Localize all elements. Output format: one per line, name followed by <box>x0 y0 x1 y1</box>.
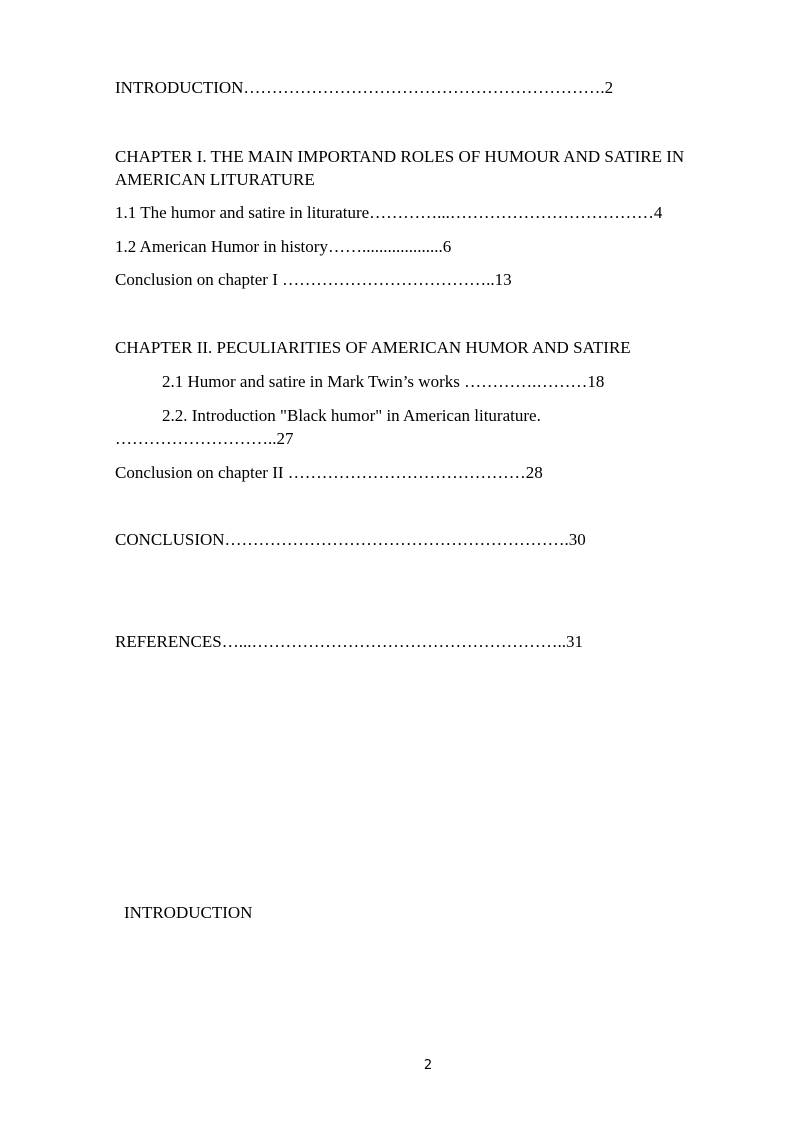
toc-chapter-1-conclusion: Conclusion on chapter I ………………………………..13 <box>115 270 512 289</box>
toc-conclusion: CONCLUSION…………………………………………………….30 <box>115 530 586 549</box>
toc-section-1-1: 1.1 The humor and satire in liturature…………...………………………………4 <box>115 203 663 222</box>
toc-section-1-2: 1.2 American Humor in history……...................6 <box>115 237 452 256</box>
toc-introduction: INTRODUCTION……………………………………………………….2 <box>115 78 614 97</box>
page-number: 2 <box>423 1058 433 1073</box>
toc-section-2-1: 2.1 Humor and satire in Mark Twin’s works ………….………18 <box>162 372 605 391</box>
section-heading-introduction: INTRODUCTION <box>124 903 253 922</box>
toc-chapter-1-title: CHAPTER I. THE MAIN IMPORTAND ROLES OF HUMOUR AND SATIRE IN AMERICAN LITURATURE <box>115 147 685 189</box>
toc-section-2-2: 2.2. Introduction "Black humor" in American liturature. <box>162 406 541 425</box>
toc-chapter-2-title: CHAPTER II. PECULIARITIES OF AMERICAN HUMOR AND SATIRE <box>115 338 631 357</box>
toc-references: REFERENCES…...………………………………………………..31 <box>115 632 583 651</box>
toc-section-2-2-page: ………………………..27 <box>115 429 294 448</box>
toc-chapter-2-conclusion: Conclusion on chapter II ……………………………………28 <box>115 463 543 482</box>
